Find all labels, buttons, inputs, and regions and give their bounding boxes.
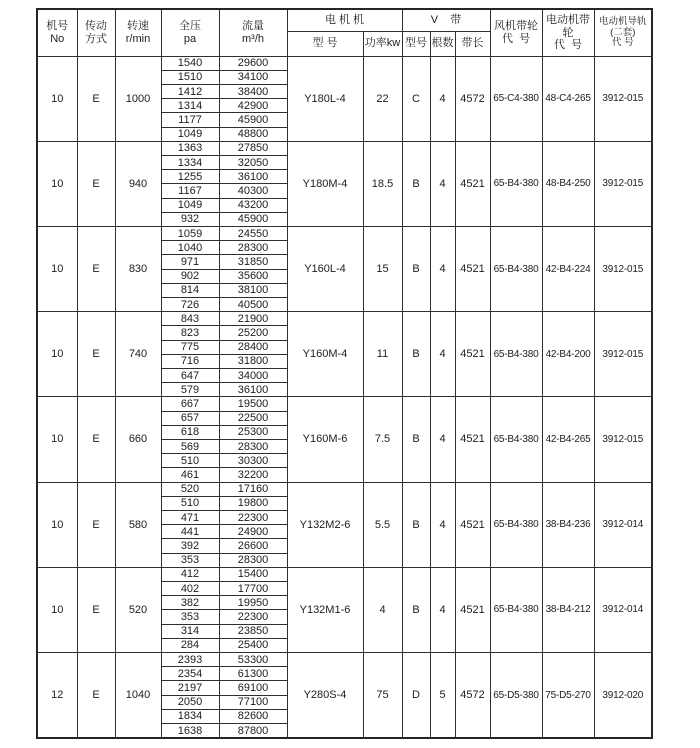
header-vbelt-group: V 带 xyxy=(402,9,490,31)
pressure-cell: 1049 xyxy=(161,127,219,141)
fan-pulley-code-cell: 65-B4-380 xyxy=(490,397,542,482)
pressure-cell: 353 xyxy=(161,553,219,567)
header-rail-l2: (二套) xyxy=(610,26,636,38)
machine-no-cell: 10 xyxy=(37,567,77,652)
flow-cell: 87800 xyxy=(219,724,287,738)
flow-cell: 19950 xyxy=(219,596,287,610)
fan-pulley-code-cell: 65-C4-380 xyxy=(490,56,542,141)
flow-cell: 24900 xyxy=(219,525,287,539)
flow-cell: 28300 xyxy=(219,553,287,567)
header-drive-sub: 方式 xyxy=(85,32,107,45)
header-flow-unit: m³/h xyxy=(242,32,264,45)
flow-cell: 26600 xyxy=(219,539,287,553)
flow-cell: 32050 xyxy=(219,155,287,169)
motor-power-cell: 7.5 xyxy=(363,397,402,482)
machine-no-cell: 10 xyxy=(37,312,77,397)
flow-cell: 69100 xyxy=(219,681,287,695)
belt-type-cell: B xyxy=(402,482,430,567)
flow-cell: 40500 xyxy=(219,297,287,311)
pressure-cell: 1049 xyxy=(161,198,219,212)
header-fan-pulley-l2: 代 号 xyxy=(501,32,531,45)
flow-cell: 25400 xyxy=(219,638,287,652)
flow-cell: 25200 xyxy=(219,326,287,340)
header-pressure-unit: pa xyxy=(183,32,197,45)
belt-type-cell: D xyxy=(402,653,430,738)
header-fan-pulley xyxy=(490,9,542,56)
pressure-cell: 618 xyxy=(161,425,219,439)
header-pressure-label: 全压 xyxy=(179,20,201,33)
flow-cell: 35600 xyxy=(219,269,287,283)
pressure-cell: 2393 xyxy=(161,653,219,667)
flow-cell: 38100 xyxy=(219,283,287,297)
flow-cell: 45900 xyxy=(219,212,287,226)
belt-count-cell: 4 xyxy=(430,482,455,567)
drive-mode-cell: E xyxy=(77,56,115,141)
flow-cell: 43200 xyxy=(219,198,287,212)
flow-cell: 17700 xyxy=(219,582,287,596)
motor-pulley-code-cell: 75-D5-270 xyxy=(542,653,594,738)
header-speed xyxy=(115,9,161,56)
pressure-cell: 1334 xyxy=(161,155,219,169)
motor-pulley-code-cell: 42-B4-224 xyxy=(542,226,594,311)
flow-cell: 31800 xyxy=(219,354,287,368)
pressure-cell: 412 xyxy=(161,567,219,581)
header-motor-model: 型 号 xyxy=(287,31,363,56)
drive-mode-cell: E xyxy=(77,567,115,652)
pressure-cell: 647 xyxy=(161,368,219,382)
pressure-cell: 1363 xyxy=(161,141,219,155)
belt-count-cell: 4 xyxy=(430,56,455,141)
flow-cell: 27850 xyxy=(219,141,287,155)
rail-code-cell: 3912-015 xyxy=(594,141,652,226)
flow-cell: 53300 xyxy=(219,653,287,667)
flow-cell: 15400 xyxy=(219,567,287,581)
pressure-cell: 510 xyxy=(161,454,219,468)
flow-cell: 82600 xyxy=(219,709,287,723)
motor-model-cell: Y160M-4 xyxy=(287,312,363,397)
rail-code-cell: 3912-014 xyxy=(594,482,652,567)
flow-cell: 32200 xyxy=(219,468,287,482)
flow-cell: 38400 xyxy=(219,84,287,98)
pressure-cell: 2354 xyxy=(161,667,219,681)
speed-cell: 740 xyxy=(115,312,161,397)
table-header xyxy=(37,9,652,56)
motor-power-cell: 18.5 xyxy=(363,141,402,226)
fan-pulley-code-cell: 65-B4-380 xyxy=(490,312,542,397)
flow-cell: 45900 xyxy=(219,113,287,127)
drive-mode-cell: E xyxy=(77,482,115,567)
pressure-cell: 667 xyxy=(161,397,219,411)
belt-type-cell: B xyxy=(402,141,430,226)
belt-length-cell: 4521 xyxy=(455,397,490,482)
drive-mode-cell: E xyxy=(77,141,115,226)
rail-code-cell: 3912-015 xyxy=(594,312,652,397)
speed-cell: 580 xyxy=(115,482,161,567)
motor-model-cell: Y160M-6 xyxy=(287,397,363,482)
flow-cell: 34000 xyxy=(219,368,287,382)
belt-length-cell: 4521 xyxy=(455,141,490,226)
flow-cell: 22300 xyxy=(219,610,287,624)
motor-power-cell: 11 xyxy=(363,312,402,397)
motor-model-cell: Y132M1-6 xyxy=(287,567,363,652)
header-machine-no-unit: No xyxy=(50,32,65,45)
flow-cell: 34100 xyxy=(219,70,287,84)
belt-count-cell: 4 xyxy=(430,312,455,397)
pressure-cell: 1834 xyxy=(161,709,219,723)
belt-length-cell: 4521 xyxy=(455,312,490,397)
flow-cell: 61300 xyxy=(219,667,287,681)
machine-no-cell: 10 xyxy=(37,56,77,141)
flow-cell: 36100 xyxy=(219,383,287,397)
header-belt-count: 根数 xyxy=(430,31,455,56)
header-machine-no xyxy=(37,9,77,56)
belt-type-cell: B xyxy=(402,567,430,652)
pressure-cell: 932 xyxy=(161,212,219,226)
header-row-1 xyxy=(37,9,652,31)
table-row xyxy=(37,141,652,155)
pressure-cell: 382 xyxy=(161,596,219,610)
drive-mode-cell: E xyxy=(77,653,115,738)
pressure-cell: 1255 xyxy=(161,170,219,184)
flow-cell: 40300 xyxy=(219,184,287,198)
pressure-cell: 314 xyxy=(161,624,219,638)
motor-model-cell: Y180M-4 xyxy=(287,141,363,226)
pressure-cell: 520 xyxy=(161,482,219,496)
pressure-cell: 1510 xyxy=(161,70,219,84)
header-pressure xyxy=(161,9,219,56)
pressure-cell: 1314 xyxy=(161,99,219,113)
header-drive-label: 传动 xyxy=(85,20,107,33)
motor-power-cell: 4 xyxy=(363,567,402,652)
flow-cell: 17160 xyxy=(219,482,287,496)
drive-mode-cell: E xyxy=(77,226,115,311)
table-row xyxy=(37,226,652,240)
header-drive xyxy=(77,9,115,56)
pressure-cell: 284 xyxy=(161,638,219,652)
flow-cell: 36100 xyxy=(219,170,287,184)
table-row xyxy=(37,397,652,411)
pressure-cell: 392 xyxy=(161,539,219,553)
header-belt-type: 型号 xyxy=(402,31,430,56)
motor-model-cell: Y132M2-6 xyxy=(287,482,363,567)
belt-type-cell: B xyxy=(402,312,430,397)
motor-pulley-code-cell: 48-B4-250 xyxy=(542,141,594,226)
spec-table xyxy=(36,8,653,739)
motor-model-cell: Y280S-4 xyxy=(287,653,363,738)
pressure-cell: 461 xyxy=(161,468,219,482)
pressure-cell: 2050 xyxy=(161,695,219,709)
table-row xyxy=(37,482,652,496)
fan-pulley-code-cell: 65-B4-380 xyxy=(490,567,542,652)
machine-no-cell: 12 xyxy=(37,653,77,738)
flow-cell: 28300 xyxy=(219,241,287,255)
pressure-cell: 1177 xyxy=(161,113,219,127)
pressure-cell: 902 xyxy=(161,269,219,283)
table-row xyxy=(37,653,652,667)
pressure-cell: 1412 xyxy=(161,84,219,98)
speed-cell: 520 xyxy=(115,567,161,652)
belt-type-cell: B xyxy=(402,226,430,311)
fan-pulley-code-cell: 65-D5-380 xyxy=(490,653,542,738)
belt-count-cell: 4 xyxy=(430,226,455,311)
motor-model-cell: Y180L-4 xyxy=(287,56,363,141)
belt-type-cell: B xyxy=(402,397,430,482)
speed-cell: 660 xyxy=(115,397,161,482)
motor-pulley-code-cell: 38-B4-212 xyxy=(542,567,594,652)
pressure-cell: 1059 xyxy=(161,226,219,240)
motor-power-cell: 5.5 xyxy=(363,482,402,567)
belt-length-cell: 4572 xyxy=(455,653,490,738)
pressure-cell: 814 xyxy=(161,283,219,297)
header-flow-label: 流量 xyxy=(242,20,264,33)
flow-cell: 25300 xyxy=(219,425,287,439)
motor-pulley-code-cell: 48-C4-265 xyxy=(542,56,594,141)
header-rail-l3: 代 号 xyxy=(611,37,634,48)
flow-cell: 42900 xyxy=(219,99,287,113)
pressure-cell: 510 xyxy=(161,496,219,510)
flow-cell: 22500 xyxy=(219,411,287,425)
header-motor-pulley xyxy=(542,9,594,56)
pressure-cell: 657 xyxy=(161,411,219,425)
speed-cell: 830 xyxy=(115,226,161,311)
header-rail xyxy=(594,9,652,56)
flow-cell: 19500 xyxy=(219,397,287,411)
rail-code-cell: 3912-020 xyxy=(594,653,652,738)
pressure-cell: 471 xyxy=(161,511,219,525)
machine-no-cell: 10 xyxy=(37,141,77,226)
pressure-cell: 579 xyxy=(161,383,219,397)
machine-no-cell: 10 xyxy=(37,482,77,567)
rail-code-cell: 3912-015 xyxy=(594,397,652,482)
pressure-cell: 1540 xyxy=(161,56,219,70)
drive-mode-cell: E xyxy=(77,397,115,482)
motor-power-cell: 75 xyxy=(363,653,402,738)
flow-cell: 29600 xyxy=(219,56,287,70)
header-belt-length: 带长 xyxy=(455,31,490,56)
motor-pulley-code-cell: 42-B4-265 xyxy=(542,397,594,482)
table-row xyxy=(37,56,652,70)
header-motor-power: 功率kw xyxy=(363,31,402,56)
belt-count-cell: 4 xyxy=(430,397,455,482)
pressure-cell: 775 xyxy=(161,340,219,354)
pressure-cell: 726 xyxy=(161,297,219,311)
motor-power-cell: 15 xyxy=(363,226,402,311)
flow-cell: 24550 xyxy=(219,226,287,240)
belt-length-cell: 4521 xyxy=(455,567,490,652)
header-machine-no-label: 机号 xyxy=(46,20,69,33)
belt-count-cell: 4 xyxy=(430,141,455,226)
pressure-cell: 353 xyxy=(161,610,219,624)
rail-code-cell: 3912-015 xyxy=(594,226,652,311)
fan-pulley-code-cell: 65-B4-380 xyxy=(490,141,542,226)
machine-no-cell: 10 xyxy=(37,397,77,482)
flow-cell: 28300 xyxy=(219,439,287,453)
drive-mode-cell: E xyxy=(77,312,115,397)
header-rail-l1: 电动机导轨 xyxy=(599,16,647,27)
belt-count-cell: 4 xyxy=(430,567,455,652)
spec-table-container xyxy=(36,8,651,739)
rail-code-cell: 3912-014 xyxy=(594,567,652,652)
flow-cell: 30300 xyxy=(219,454,287,468)
motor-pulley-code-cell: 38-B4-236 xyxy=(542,482,594,567)
table-body xyxy=(37,56,652,738)
belt-length-cell: 4521 xyxy=(455,482,490,567)
header-motor-pulley-l1: 电动机带轮 xyxy=(546,14,591,39)
speed-cell: 1000 xyxy=(115,56,161,141)
header-motor-group: 电 机 机 xyxy=(287,9,402,31)
flow-cell: 23850 xyxy=(219,624,287,638)
motor-pulley-code-cell: 42-B4-200 xyxy=(542,312,594,397)
pressure-cell: 823 xyxy=(161,326,219,340)
fan-pulley-code-cell: 65-B4-380 xyxy=(490,482,542,567)
pressure-cell: 843 xyxy=(161,312,219,326)
pressure-cell: 441 xyxy=(161,525,219,539)
belt-length-cell: 4521 xyxy=(455,226,490,311)
belt-count-cell: 5 xyxy=(430,653,455,738)
pressure-cell: 402 xyxy=(161,582,219,596)
header-flow xyxy=(219,9,287,56)
header-fan-pulley-l1: 风机带轮 xyxy=(494,20,539,33)
table-row xyxy=(37,567,652,581)
pressure-cell: 2197 xyxy=(161,681,219,695)
pressure-cell: 1638 xyxy=(161,724,219,738)
pressure-cell: 716 xyxy=(161,354,219,368)
belt-length-cell: 4572 xyxy=(455,56,490,141)
flow-cell: 28400 xyxy=(219,340,287,354)
pressure-cell: 1167 xyxy=(161,184,219,198)
flow-cell: 22300 xyxy=(219,511,287,525)
header-motor-pulley-l2: 代 号 xyxy=(553,39,583,51)
table-row xyxy=(37,312,652,326)
pressure-cell: 569 xyxy=(161,439,219,453)
speed-cell: 1040 xyxy=(115,653,161,738)
flow-cell: 48800 xyxy=(219,127,287,141)
rail-code-cell: 3912-015 xyxy=(594,56,652,141)
motor-model-cell: Y160L-4 xyxy=(287,226,363,311)
pressure-cell: 1040 xyxy=(161,241,219,255)
header-speed-unit: r/min xyxy=(125,32,151,45)
flow-cell: 31850 xyxy=(219,255,287,269)
belt-type-cell: C xyxy=(402,56,430,141)
flow-cell: 77100 xyxy=(219,695,287,709)
speed-cell: 940 xyxy=(115,141,161,226)
flow-cell: 21900 xyxy=(219,312,287,326)
machine-no-cell: 10 xyxy=(37,226,77,311)
header-speed-label: 转速 xyxy=(127,20,149,33)
pressure-cell: 971 xyxy=(161,255,219,269)
flow-cell: 19800 xyxy=(219,496,287,510)
fan-pulley-code-cell: 65-B4-380 xyxy=(490,226,542,311)
motor-power-cell: 22 xyxy=(363,56,402,141)
